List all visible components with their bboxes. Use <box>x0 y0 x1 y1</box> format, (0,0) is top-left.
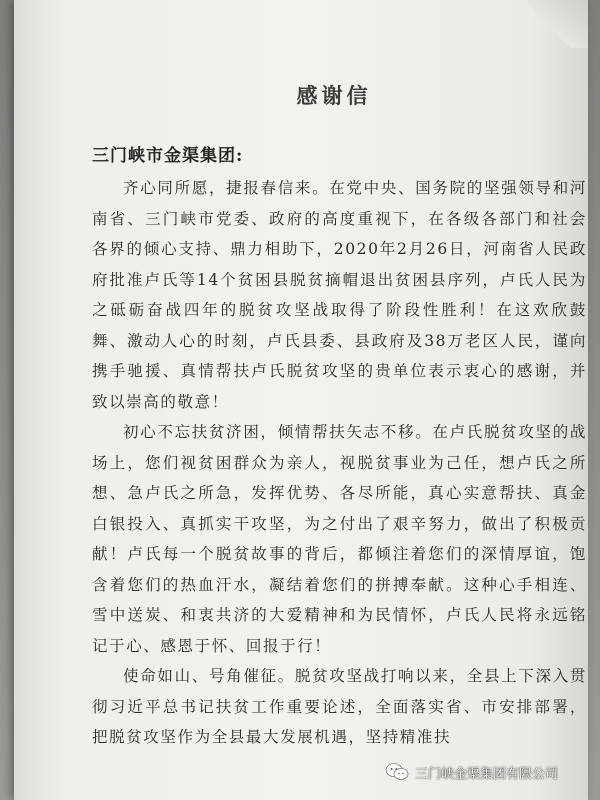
letter-salutation: 三门峡市金渠集团: <box>92 146 244 166</box>
page-corner-fold <box>528 0 588 48</box>
letter-paper <box>14 0 588 800</box>
letter-paragraph: 初心不忘扶贫济困，倾情帮扶矢志不移。在卢氏脱贫攻坚的战场上，您们视贫困群众为亲人，视脱贫事业为己任，想卢氏之所想、急卢氏之所急，发挥优势、各尽所能，真心实意帮扶、真金白银投入、真抓实干攻坚，为之付出了艰辛努力，做出了积极贡献！卢氏每一个脱贫故事的背后，都倾注着您们的深情厚谊，饱含着您们的热血汗水，凝结着您们的拼搏奉献。这种心手相连、雪中送炭、和衷共济的大爱精神和为民情怀，卢氏人民将永远铭记于心、感恩于怀、回报于行！ <box>92 423 587 655</box>
letter-body <box>92 173 587 753</box>
wechat-watermark <box>385 762 558 782</box>
letter-paragraph: 使命如山、号角催征。脱贫攻坚战打响以来，全县上下深入贯彻习近平总书记扶贫工作重要论述，全面落实省、市安排部署，把脱贫攻坚作为全县最大发展机遇，坚持精准扶 <box>92 667 587 746</box>
wechat-icon <box>385 762 409 782</box>
watermark-text: 三门峡金渠集团有限公司 <box>415 766 559 782</box>
letter-paragraph: 齐心同所愿，捷报春信来。在党中央、国务院的坚强领导和河南省、三门峡市党委、政府的高度重视下，在各级各部门和社会各界的倾心支持、鼎力相助下，2020年2月26日，河南省人民政府批准卢氏等14个贫困县脱贫摘帽退出贫困县序列，卢氏人民为之砥砺奋战四年的脱贫攻坚战取得了阶段性胜利！在这欢欣鼓舞、激动人心的时刻，卢氏县委、县政府及38万老区人民，谨向携手驰援、真情帮扶卢氏脱贫攻坚的贵单位表示衷心的感谢，并致以崇高的敬意！ <box>92 179 587 411</box>
letter-title: 感谢信 <box>296 83 372 108</box>
